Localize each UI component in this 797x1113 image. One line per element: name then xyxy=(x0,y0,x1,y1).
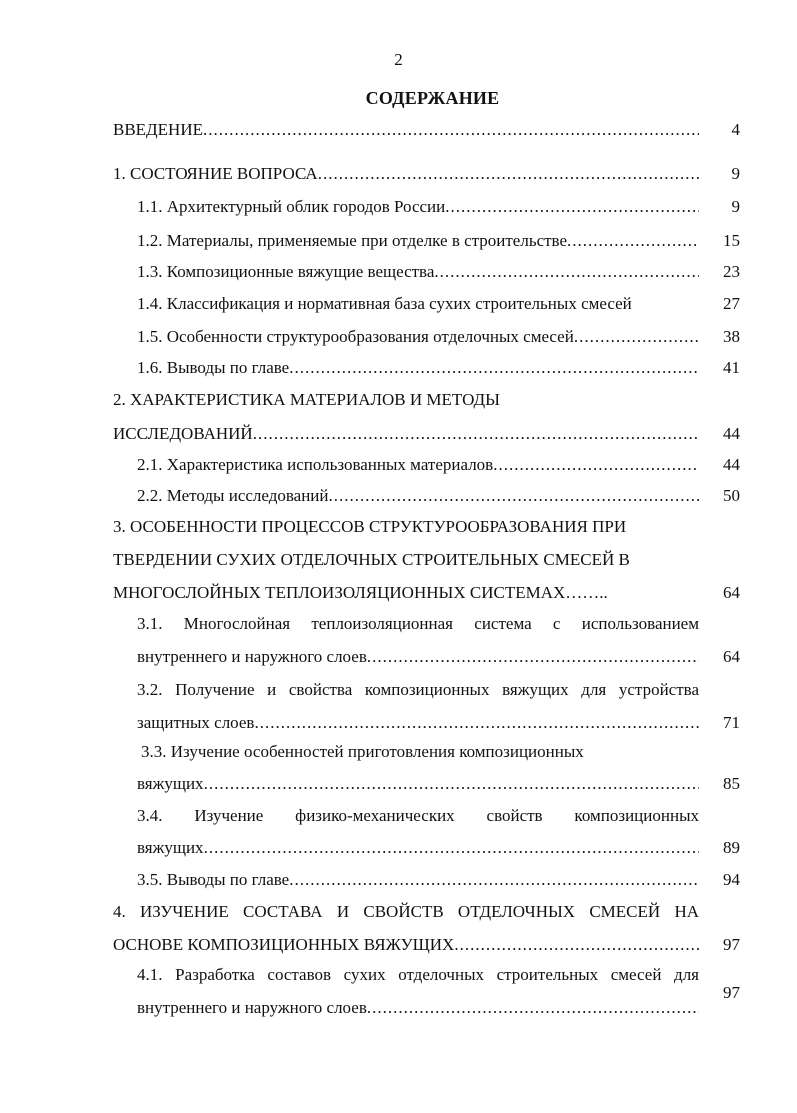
toc-page-number: 85 xyxy=(723,774,740,793)
toc-leader-dots xyxy=(253,417,699,451)
toc-page-number: 9 xyxy=(731,197,740,216)
toc-leader-dots xyxy=(203,113,699,147)
toc-page-number: 50 xyxy=(723,486,740,505)
toc-entry-label: 4. ИЗУЧЕНИЕ СОСТАВА И СВОЙСТВ ОТДЕЛОЧНЫХ СМЕСЕЙ НА xyxy=(113,902,699,921)
toc-entry-label: 1.2. Материалы, применяемые при отделке в строительстве xyxy=(137,231,568,250)
toc-leader-dots xyxy=(445,190,699,224)
toc-entry-label: ОСНОВЕ КОМПОЗИЦИОННЫХ ВЯЖУЩИХ xyxy=(113,935,455,954)
toc-entry-label: внутреннего и наружного слоев xyxy=(137,998,367,1017)
toc-title: СОДЕРЖАНИЕ xyxy=(365,88,500,108)
toc-entry-label: 1.1. Архитектурный облик городов России xyxy=(137,197,446,216)
toc-leader-dots xyxy=(289,351,699,385)
toc-entry-label: 2.1. Характеристика использованных материалов xyxy=(137,455,494,474)
toc-entry-label: защитных слоев xyxy=(137,713,255,732)
toc-leader-dots xyxy=(493,448,699,482)
toc-entry-label: 2. ХАРАКТЕРИСТИКА МАТЕРИАЛОВ И МЕТОДЫ xyxy=(113,390,500,409)
toc-entry-label: 3.3. Изучение особенностей приготовления композиционных xyxy=(141,742,584,761)
toc-entry-label: вяжущих xyxy=(137,838,204,857)
toc-entry-label: 3.1. Многослойная теплоизоляционная система с использованием xyxy=(137,614,699,633)
toc-leader-dots xyxy=(289,863,699,897)
toc-page-number: 38 xyxy=(723,327,740,346)
toc-entry-label: ВВЕДЕНИЕ xyxy=(113,120,203,139)
toc-leader-dots xyxy=(454,928,699,962)
toc-entry-label: 3.4. Изучение физико-механических свойств композиционных xyxy=(137,806,699,825)
toc-entry-label: 1. СОСТОЯНИЕ ВОПРОСА xyxy=(113,164,318,183)
toc-leader-dots xyxy=(204,767,699,801)
toc-leader-dots xyxy=(367,991,699,1025)
toc-page-number: 94 xyxy=(723,870,740,889)
toc-page-number: 4 xyxy=(731,120,740,139)
toc-leader-dots xyxy=(329,479,699,513)
toc-entry-label: ТВЕРДЕНИИ СУХИХ ОТДЕЛОЧНЫХ СТРОИТЕЛЬНЫХ СМЕСЕЙ В xyxy=(113,550,630,569)
page-number: 2 xyxy=(394,50,403,69)
toc-entry-label: 1.3. Композиционные вяжущие вещества xyxy=(137,262,435,281)
toc-page-number: 27 xyxy=(723,294,740,313)
toc-entry-label: ИССЛЕДОВАНИЙ xyxy=(113,424,253,443)
toc-page-number: 64 xyxy=(723,583,740,602)
toc-entry-label: 4.1. Разработка составов сухих отделочных строительных смесей для xyxy=(137,965,699,984)
toc-page-number: 23 xyxy=(723,262,740,281)
toc-entry-label: 3.5. Выводы по главе xyxy=(137,870,290,889)
toc-page-number: 97 xyxy=(723,935,740,954)
toc-leader-dots xyxy=(367,640,699,674)
toc-entry-label: 3. ОСОБЕННОСТИ ПРОЦЕССОВ СТРУКТУРООБРАЗОВАНИЯ ПРИ xyxy=(113,517,627,536)
toc-page-number: 44 xyxy=(723,424,740,443)
toc-entry-label: 1.5. Особенности структурообразования отделочных смесей xyxy=(137,327,574,346)
toc-leader-dots xyxy=(204,831,699,865)
toc-page-number: 41 xyxy=(723,358,740,377)
toc-page-number: 71 xyxy=(723,713,740,732)
toc-entry-label: вяжущих xyxy=(137,774,204,793)
toc-leader-dots xyxy=(567,224,699,258)
toc-leader-dots xyxy=(574,320,699,354)
toc-page-number: 9 xyxy=(731,164,740,183)
toc-page-number: 97 xyxy=(723,983,740,1002)
toc-entry-label: 3.2. Получение и свойства композиционных вяжущих для устройства xyxy=(137,680,699,699)
toc-entry-label: 1.6. Выводы по главе xyxy=(137,358,290,377)
toc-leader-dots xyxy=(318,157,699,191)
toc-page-number: 64 xyxy=(723,647,740,666)
toc-entry-label: внутреннего и наружного слоев xyxy=(137,647,367,666)
toc-entry-label: МНОГОСЛОЙНЫХ ТЕПЛОИЗОЛЯЦИОННЫХ СИСТЕМАХ…….. xyxy=(113,583,608,602)
toc-entry-label: 1.4. Классификация и нормативная база сухих строительных смесей xyxy=(137,294,632,313)
toc-entry-label: 2.2. Методы исследований xyxy=(137,486,329,505)
toc-leader-dots xyxy=(434,255,699,289)
toc-page-number: 89 xyxy=(723,838,740,857)
toc-page-number: 15 xyxy=(723,231,740,250)
toc-page-number: 44 xyxy=(723,455,740,474)
